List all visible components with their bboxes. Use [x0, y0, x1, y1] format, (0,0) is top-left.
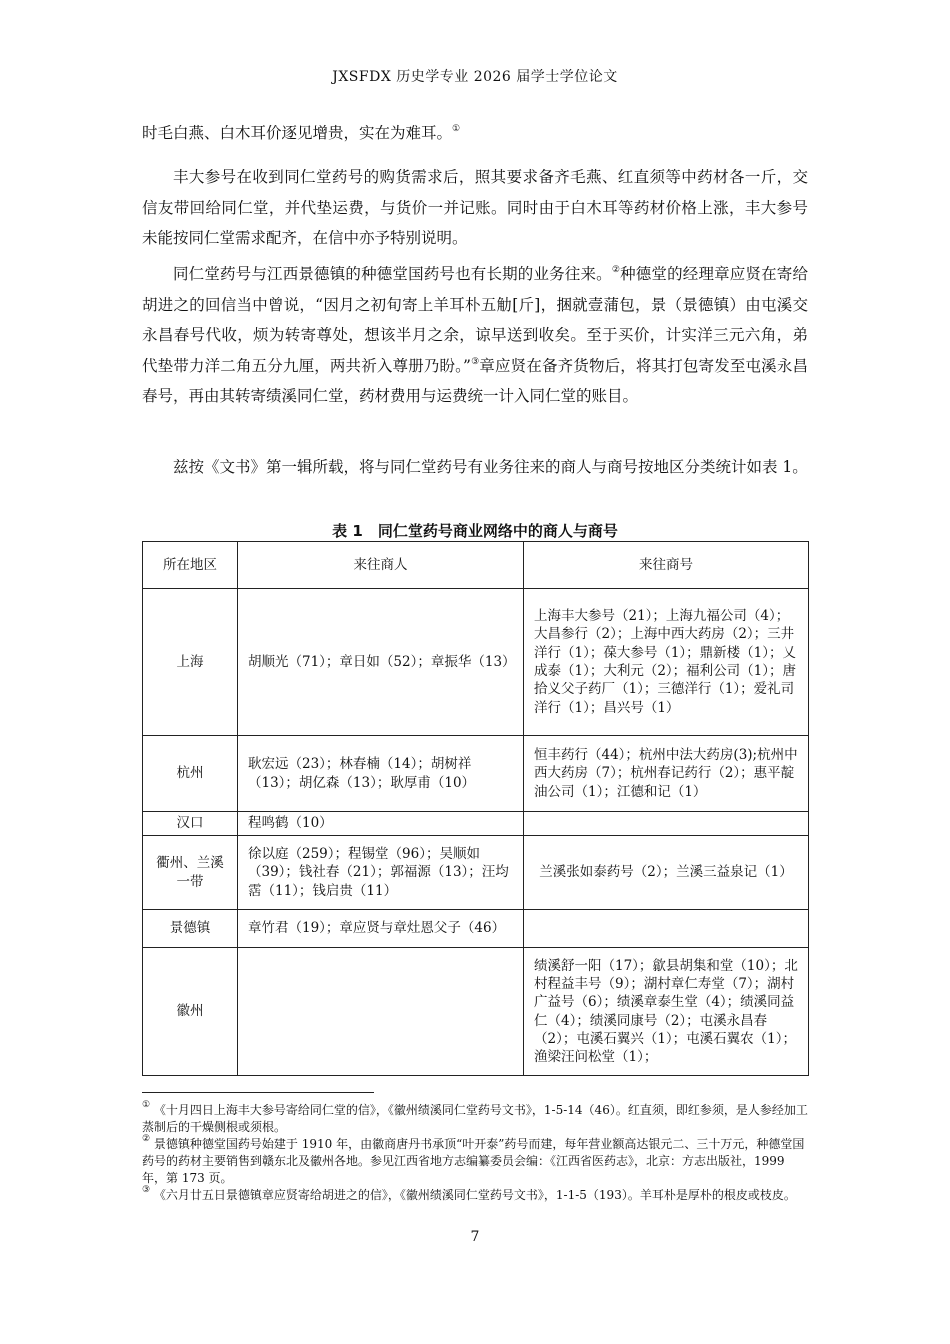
firms-cell: 兰溪张如泰药号（2）；兰溪三益泉记（1） [524, 836, 809, 910]
column-header-merchants: 来往商人 [238, 542, 524, 589]
footnote-divider [142, 1092, 374, 1093]
page-header: JXSFDX 历史学专业 2026 届学士学位论文 [332, 69, 618, 85]
footnote-mark: ① [142, 1100, 151, 1110]
firms-cell [524, 910, 809, 948]
table-row [143, 836, 809, 910]
table-row [143, 812, 809, 836]
footnote-ref[interactable]: ② [611, 265, 621, 275]
region-cell: 景德镇 [143, 910, 238, 948]
merchants-cell: 徐以庭（259）；程锡堂（96）；吴顺如（39）；钱社春（21）；郭福源（13）；汪均霑（11）；钱启贵（11） [238, 836, 524, 910]
footnote [142, 1136, 808, 1187]
column-header-region: 所在地区 [143, 542, 238, 589]
footnote [142, 1187, 808, 1204]
footnote [142, 1102, 808, 1136]
paragraph-text: 时毛白燕、白木耳价逐见增贵，实在为难耳。 [142, 124, 453, 142]
table-row [143, 948, 809, 1076]
merchant-network-table [142, 541, 809, 1076]
footnote-ref[interactable]: ① [452, 124, 461, 134]
region-cell: 上海 [143, 589, 238, 736]
paragraph-text: 章应贤在备齐货物后，将其打包寄发至屯溪永昌春号，再由其转寄绩溪同仁堂，药材费用与运费统一计入同仁堂的账目。 [142, 356, 808, 405]
merchants-cell: 章竹君（19）；章应贤与章灶恩父子（46） [238, 910, 524, 948]
column-header-firms: 来往商号 [524, 542, 809, 589]
paragraph-table-intro: 兹按《文书》第一辑所载，将与同仁堂药号有业务往来的商人与商号按地区分类统计如表 1。 [173, 458, 808, 476]
footnote-mark: ② [142, 1134, 151, 1144]
footnote-mark: ③ [142, 1185, 151, 1195]
table-caption: 表 1 同仁堂药号商业网络中的商人与商号 [332, 522, 618, 540]
region-cell: 徽州 [143, 948, 238, 1076]
footnote-ref[interactable]: ③ [470, 356, 480, 367]
region-cell: 杭州 [143, 736, 238, 812]
merchants-cell: 耿宏远（23）；林春楠（14）；胡树祥（13）；胡亿森（13）；耿厚甫（10） [238, 736, 524, 812]
table-header-row [143, 542, 809, 589]
paragraph-text: 种德堂的经理章应贤在寄给胡进之的回信当中曾说，“因月之初旬寄上羊耳朴五觔[斤]，捆就壹蒲包，景（景德镇）由屯溪交永昌春号代收，烦为转寄尊处，想该半月之余，谅早送到收矣。至于买价，计实洋三元六角，弟代垫带力洋二角五分九厘，两共祈入尊册乃盼。” [142, 265, 808, 375]
firms-cell: 绩溪舒一阳（17）；歙县胡集和堂（10）；北村程益丰号（9）；湖村章仁寿堂（7）；湖村广益号（6）；绩溪章泰生堂（4）；绩溪同益仁（4）；绩溪同康号（2）；屯溪永昌春（2）；屯溪石翼兴（1）；屯溪石翼农（1）；渔梁汪问松堂（1）； [524, 948, 809, 1076]
paragraph-fengda: 丰大参号在收到同仁堂药号的购货需求后，照其要求备齐毛燕、红直须等中药材各一斤，交信友带回给同仁堂，并代垫运费，与货价一并记账。同时由于白木耳等药材价格上涨，丰大参号未能按同仁堂需求配齐，在信中亦予特别说明。 [142, 168, 808, 247]
footnote-text: 《六月廿五日景德镇章应贤寄给胡进之的信》，《徽州绩溪同仁堂药号文书》，1-1-5（193）。羊耳朴是厚朴的根皮或枝皮。 [153, 1188, 796, 1202]
region-cell: 衢州、兰溪一带 [143, 836, 238, 910]
merchants-cell: 程鸣鹤（10） [238, 812, 524, 836]
footnote-text: 景德镇种德堂国药号始建于 1910 年，由徽商唐丹书承顶“叶开泰”药号而建，每年营业额高达银元二、三十万元，种德堂国药号的药材主要销售到赣东北及徽州各地。参见江西省地方志编纂委员会编：《江西省医药志》，北京：方志出版社，1999 年，第 173 页。 [142, 1137, 805, 1185]
firms-cell: 上海丰大参号（21）；上海九福公司（4）；大昌参行（2）；上海中西大药房（2）；三井洋行（1）；葆大参号（1）；鼎新楼（1）；乂成泰（1）；大利元（2）；福利公司（1）；唐拾义父子药厂（1）；三德洋行（1）；爱礼司洋行（1）；昌兴号（1） [524, 589, 809, 736]
region-cell: 汉口 [143, 812, 238, 836]
table-row [143, 736, 809, 812]
table-row [143, 910, 809, 948]
firms-cell: 恒丰药行（44）；杭州中法大药房(3);杭州中西大药房（7）；杭州春记药行（2）；惠平靛油公司（1）；江德和记（1） [524, 736, 809, 812]
paragraph-text: 同仁堂药号与江西景德镇的种德堂国药号也有长期的业务往来。 [173, 265, 612, 283]
footnote-text: 《十月四日上海丰大参号寄给同仁堂的信》，《徽州绩溪同仁堂药号文书》，1-5-14（46）。红直须，即红参须，是人参经加工蒸制后的干燥侧根或须根。 [142, 1103, 808, 1134]
paragraph-zhongde [142, 259, 808, 412]
firms-cell [524, 812, 809, 836]
table-row [143, 589, 809, 736]
merchants-cell [238, 948, 524, 1076]
merchants-cell: 胡顺光（71）；章日如（52）；章振华（13） [238, 589, 524, 736]
paragraph-quote-end [142, 118, 808, 149]
page-number: 7 [470, 1229, 480, 1245]
